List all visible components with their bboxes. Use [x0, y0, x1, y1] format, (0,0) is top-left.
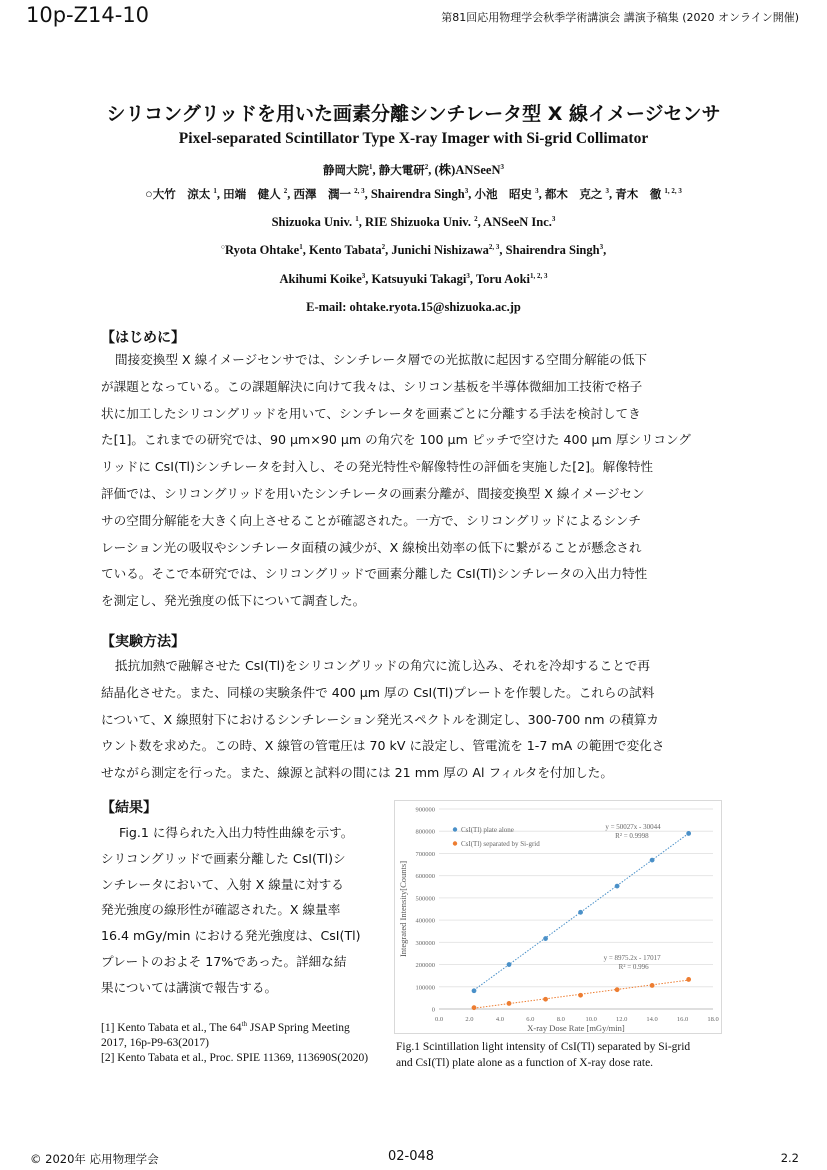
author-jp-6: 都木 克之: [544, 187, 603, 201]
intro-line: リッドに CsI(Tl)シンチレータを封入し、その発光特性や解像特性の評価を実施した[2]。解像特性: [101, 459, 654, 475]
affil-en-1: Shizuoka Univ.: [271, 215, 353, 229]
affiliations-english: Shizuoka Univ. $^1$, RIE Shizuoka Univ. $^2$, ANSeeN Inc.$^3$: [271, 214, 556, 229]
x-tick-label: 8.0: [556, 1016, 565, 1023]
data-point: [686, 977, 691, 982]
footer-page-code: 02-048: [388, 1149, 435, 1164]
data-point: [507, 962, 512, 967]
data-point: [472, 1005, 477, 1010]
chart-svg: [395, 801, 721, 1033]
caption-line: and CsI(Tl) plate alone as a function of X-ray dose rate.: [396, 1057, 654, 1069]
data-point: [543, 936, 548, 941]
trend-equation: y = 8975.2x - 17017: [603, 954, 661, 963]
x-tick-label: 14.0: [646, 1016, 658, 1023]
presenter-mark-en: ○: [220, 242, 226, 251]
presenter-mark: ○: [145, 187, 153, 201]
result-line: シリコングリッドで画素分離した CsI(Tl)シ: [101, 850, 346, 866]
author-en-5: Akihumi Koike: [279, 272, 362, 286]
x-tick-label: 12.0: [615, 1016, 628, 1023]
authors-english-line2: Akihumi Koike$^3$, Katsuyuki Takagi$^3$, Toru Aoki$^{1, 2, 3}$: [279, 271, 548, 286]
data-point: [686, 831, 691, 836]
footer-version: 2.2: [780, 1151, 799, 1165]
author-jp-7: 青木 徹: [615, 187, 662, 201]
author-jp-5: 小池 昭史: [474, 187, 532, 201]
result-line: 16.4 mGy/min における発光強度は、CsI(Tl): [101, 928, 361, 944]
header-conference: 第81回応用物理学会秋季学術講演会 講演予稿集 (2020 オンライン開催): [441, 11, 799, 24]
figure-1-chart: [394, 800, 722, 1034]
method-line: 抵抗加熱で融解させた CsI(Tl)をシリコングリッドの角穴に流し込み、それを冷却することで再: [115, 658, 650, 673]
trend-r2: R² = 0.996: [618, 963, 649, 972]
reference-1-cont: 2017, 16p-P9-63(2017): [101, 1037, 209, 1049]
y-axis-label: Integrated Intensity[Counts]: [398, 860, 408, 958]
result-line: プレートのおよそ 17%であった。詳細な結: [101, 953, 347, 969]
figure-caption: [396, 1039, 726, 1071]
y-tick-label: 400000: [415, 917, 435, 925]
author-en-3: Junichi Nishizawa: [391, 243, 489, 257]
data-point: [615, 987, 620, 992]
x-tick-label: 6.0: [526, 1016, 535, 1023]
trend-r2: R² = 0.9998: [615, 832, 649, 840]
data-point: [507, 1001, 512, 1006]
author-jp-4: Shairendra Singh: [370, 187, 465, 201]
email: E-mail: ohtake.ryota.15@shizuoka.ac.jp: [306, 300, 521, 314]
author-jp-1: 大竹 涼太: [152, 187, 211, 201]
section-heading-method: 【実験方法】: [101, 634, 185, 650]
references: [101, 1021, 396, 1066]
data-point: [472, 988, 477, 993]
affil-en-3: ANSeeN Inc.: [483, 215, 552, 229]
x-tick-label: 0.0: [434, 1016, 444, 1023]
section-heading-results: 【結果】: [101, 800, 157, 816]
footer-copyright: © 2020年 応用物理学会: [30, 1152, 159, 1166]
legend-marker: [453, 827, 457, 831]
y-tick-label: 500000: [415, 895, 435, 903]
method-line: 結晶化させた。また、同様の実験条件で 400 µm 厚の CsI(Tl)プレートを作製した。これらの試料: [101, 684, 655, 700]
intro-line: 間接変換型 X 線イメージセンサでは、シンチレータ層での光拡散に起因する空間分解能の低下: [115, 352, 648, 367]
author-jp-3: 西澤 潤一: [293, 187, 351, 201]
result-line: ンチレータにおいて、入射 X 線量に対する: [101, 876, 344, 892]
intro-paragraph: [101, 347, 728, 615]
data-point: [650, 858, 655, 863]
affiliations-japanese: 静岡大院$^1$, 静大電研$^2$, (株)ANSeeN$^3$: [323, 162, 504, 177]
authors-english-line1: ○Ryota Ohtake$^1$, Kento Tabata$^2$, Junichi Nishizawa$^{2, 3}$, Shairendra Singh$^3$,: [220, 242, 607, 257]
caption-line: Fig.1 Scintillation light intensity of CsI(Tl) separated by Si-grid: [396, 1041, 691, 1053]
y-tick-label: 100000: [415, 984, 435, 992]
y-tick-label: 600000: [415, 873, 435, 881]
data-point: [578, 993, 583, 998]
result-line: 発光強度の線形性が確認された。X 線量率: [101, 902, 341, 918]
y-tick-label: 700000: [415, 850, 435, 858]
results-paragraph: [101, 820, 382, 1001]
author-en-6: Katsuyuki Takagi: [371, 272, 467, 286]
section-heading-intro: 【はじめに】: [101, 330, 185, 346]
method-line: ウント数を求めた。この時、X 線管の管電圧は 70 kV に設定し、管電流を 1-7 mA の範囲で変化さ: [101, 738, 665, 754]
author-en-1: Ryota Ohtake: [225, 243, 300, 257]
data-point: [543, 997, 548, 1002]
data-point: [578, 910, 583, 915]
result-line: Fig.1 に得られた入出力特性曲線を示す。: [119, 825, 354, 840]
x-tick-label: 18.0: [707, 1016, 719, 1023]
authors-japanese: ○大竹 涼太 $^1$, 田端 健人 $^2$, 西澤 潤一 $^{2, 3}$, Shairendra Singh$^3$, 小池 昭史 $^3$, 都木 克之 $^3$, 青木 徹 $^{1, 2, 3}$: [145, 186, 682, 201]
data-point: [615, 884, 620, 889]
intro-line: た[1]。これまでの研究では、90 µm×90 µm の角穴を 100 µm ピッチで空けた 400 µm 厚シリコング: [101, 432, 691, 448]
legend-marker: [453, 841, 457, 845]
method-line: せながら測定を行った。また、線源と試料の間には 21 mm 厚の Al フィルタを付加した。: [101, 765, 613, 781]
legend-label: CsI(Tl) plate alone: [461, 826, 514, 834]
intro-line: サの空間分解能を大きく向上させることが確認された。一方で、シリコングリッドによるシンチ: [101, 512, 641, 528]
affil-jp-1: 静岡大院: [323, 163, 370, 177]
intro-line: を測定し、発光強度の低下について調査した。: [101, 593, 366, 609]
y-tick-label: 900000: [415, 806, 435, 814]
y-tick-label: 0: [431, 1006, 435, 1014]
author-en-2: Kento Tabata: [308, 243, 382, 257]
intro-line: が課題となっている。この課題解決に向けて我々は、シリコン基板を半導体微細加工技術で格子: [101, 378, 643, 394]
x-tick-label: 2.0: [465, 1016, 474, 1023]
intro-line: レーション光の吸収やシンチレータ面積の減少が、X 線検出効率の低下に繋がることが懸念され: [101, 539, 642, 555]
affil-jp-2: 静大電研: [378, 163, 425, 177]
reference-1: [1] Kento Tabata et al., The 64th JSAP Spring Meeting: [101, 1020, 350, 1034]
author-jp-2: 田端 健人: [223, 187, 281, 201]
author-en-7: Toru Aoki: [475, 272, 530, 286]
data-point: [650, 983, 655, 988]
x-tick-label: 10.0: [585, 1016, 597, 1023]
trend-equation: y = 50027x - 30044: [605, 823, 661, 831]
legend-label: CsI(Tl) separated by Si-grid: [461, 840, 540, 848]
method-paragraph: [101, 653, 728, 787]
title-english: Pixel-separated Scintillator Type X-ray Imager with Si-grid Collimator: [178, 130, 649, 147]
x-axis-label: X-ray Dose Rate [mGy/min]: [527, 1023, 625, 1033]
y-tick-label: 800000: [415, 828, 435, 836]
x-tick-label: 16.0: [676, 1016, 689, 1023]
x-tick-label: 4.0: [495, 1016, 504, 1023]
affil-en-2: RIE Shizuoka Univ.: [365, 215, 471, 229]
intro-line: 評価では、シリコングリッドを用いたシンチレータの画素分離が、間接変換型 X 線イメージセン: [101, 485, 645, 501]
author-en-4: Shairendra Singh: [505, 243, 600, 257]
intro-line: 状に加工したシリコングリッドを用いて、シンチレータを画素ごとに分離する手法を検討してき: [101, 405, 641, 421]
y-tick-label: 300000: [415, 939, 435, 947]
title-japanese: シリコングリッドを用いた画素分離シンチレータ型 X 線イメージセンサ: [106, 103, 721, 125]
method-line: について、X 線照射下におけるシンチレーション発光スペクトルを測定し、300-700 nm の積算カ: [101, 711, 659, 727]
header-code: 10p-Z14-10: [26, 3, 150, 27]
reference-2: [2] Kento Tabata et al., Proc. SPIE 11369, 113690S(2020): [101, 1052, 369, 1064]
result-line: 果については講演で報告する。: [101, 979, 278, 995]
intro-line: ている。そこで本研究では、シリコングリッドで画素分離した CsI(Tl)シンチレータの入出力特性: [101, 566, 648, 582]
affil-jp-3: (株)ANSeeN: [434, 163, 501, 177]
y-tick-label: 200000: [415, 962, 435, 970]
